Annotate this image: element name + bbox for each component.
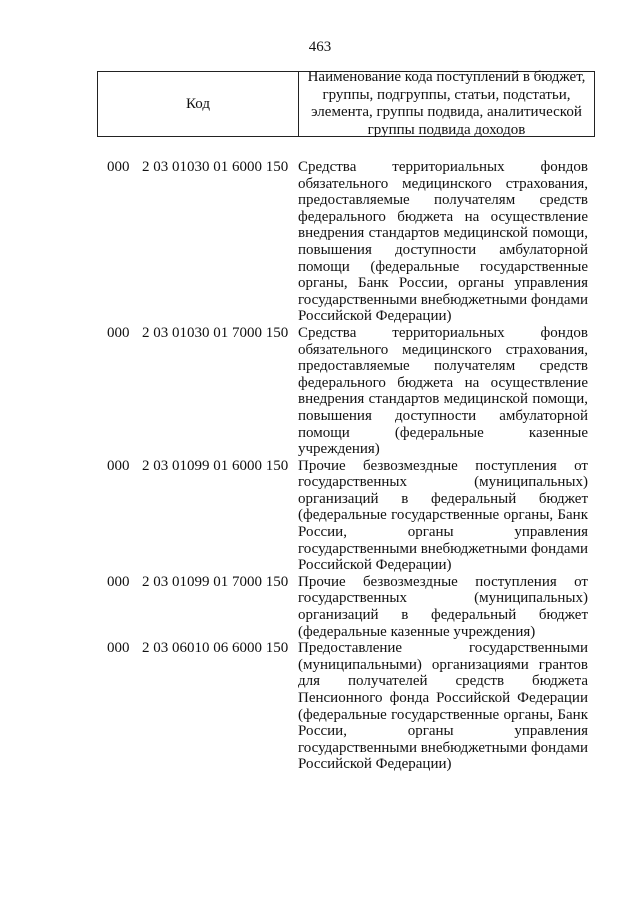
row-name: Прочие безвозмездные поступления от государственных (муниципальных) организаций в федеральный бюджет (федеральные государственные органы, Банк России, органы управления государственными внебюджетными фондами Российской Федерации) <box>298 457 589 574</box>
row-name: Предоставление государственными (муниципальными) организациями грантов для получателей средств бюджета Пенсионного фонда Российской Федерации (федеральные государственные органы, Банк России, органы управления государственными внебюджетными фондами Российской Федерации) <box>298 640 589 773</box>
header-code-label: Код <box>186 95 210 112</box>
table-row <box>0 159 640 325</box>
header-name-label: Наименование кода поступлений в бюджет, группы, подгруппы, статьи, подстатьи, элемента, группы подвида, аналитической группы подвида доходов <box>307 69 586 138</box>
table-row <box>0 325 640 458</box>
row-admin-code: 000 <box>107 640 130 657</box>
row-name: Средства территориальных фондов обязательного медицинского страхования, предоставляемые получателям средств федерального бюджета на осуществление внедрения стандартов медицинской помощи, повышения доступности амбулаторной помощи (федеральные казенные учреждения) <box>298 324 588 458</box>
row-admin-code: 000 <box>107 324 130 341</box>
row-admin-code: 000 <box>107 457 130 474</box>
header-code-cell <box>98 72 299 136</box>
table-row <box>0 640 640 773</box>
row-name: Средства территориальных фондов обязательного медицинского страхования, предоставляемые получателям средств федерального бюджета на осуществление внедрения стандартов медицинской помощи, повышения доступности амбулаторной помощи (федеральные государственные органы, Банк России, органы управления государственными внебюджетными фондами Российской Федерации) <box>298 159 589 325</box>
row-admin-code: 000 <box>107 573 130 590</box>
row-admin-code: 000 <box>107 159 130 175</box>
row-name: Прочие безвозмездные поступления от государственных (муниципальных) организаций в федеральный бюджет (федеральные казенные учреждения) <box>298 573 588 640</box>
row-income-code: 2 03 01099 01 7000 150 <box>142 573 289 590</box>
header-name-cell <box>299 69 594 138</box>
table-body <box>0 159 640 773</box>
row-income-code: 2 03 06010 06 6000 150 <box>142 640 289 657</box>
row-income-code: 2 03 01099 01 6000 150 <box>142 457 289 474</box>
table-header <box>97 71 595 137</box>
row-income-code: 2 03 01030 01 6000 150 <box>142 159 289 175</box>
row-income-code: 2 03 01030 01 7000 150 <box>142 324 289 341</box>
table-row <box>0 574 640 640</box>
table-row <box>0 458 640 574</box>
page-number: 463 <box>308 39 332 55</box>
